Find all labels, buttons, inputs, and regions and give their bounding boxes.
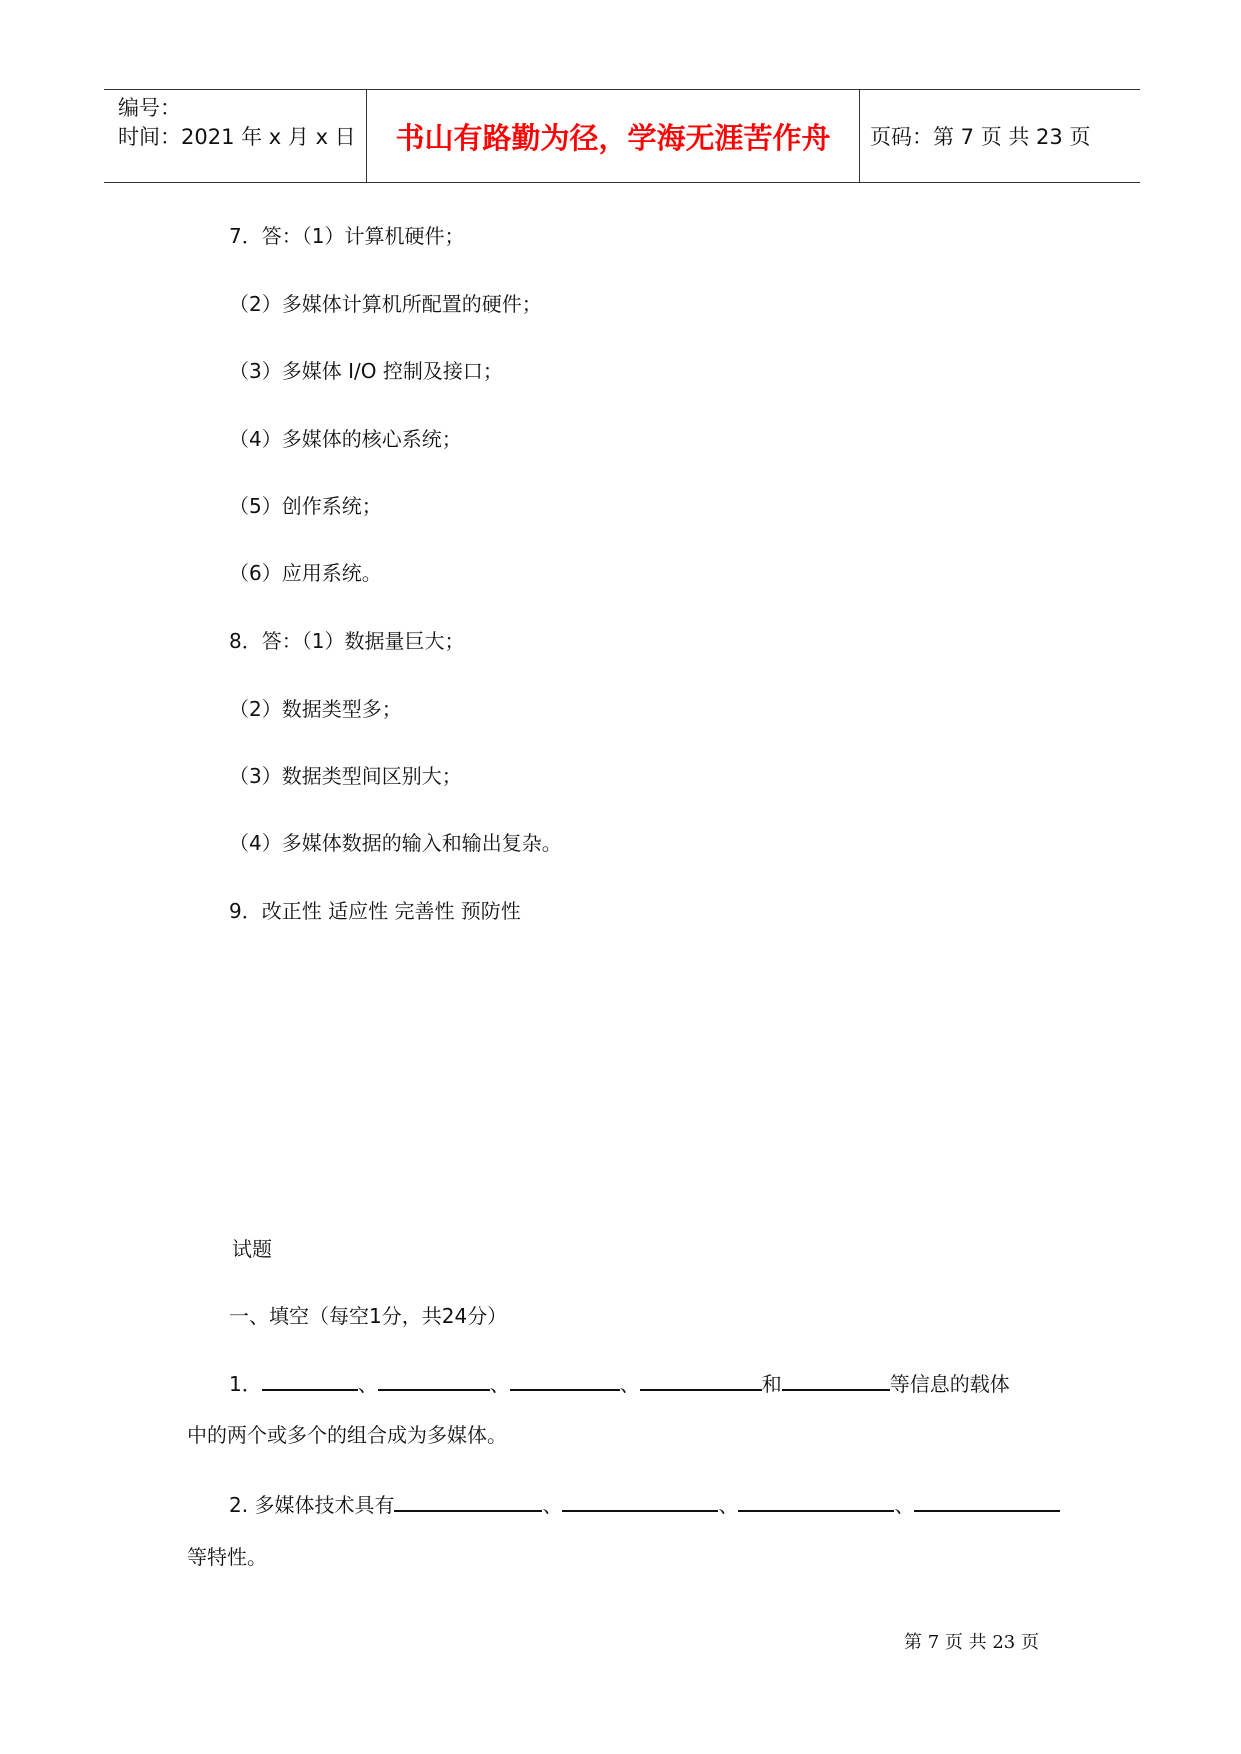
answer-line: 8．答：（1）数据量巨大；	[229, 629, 465, 653]
answer-blank[interactable]	[378, 1369, 490, 1391]
answer-line: （5）创作系统；	[229, 494, 382, 518]
question-1-prefix: 1．	[229, 1372, 262, 1396]
answer-blank[interactable]	[394, 1490, 542, 1512]
answer-line: 9．改正性 适应性 完善性 预防性	[229, 899, 521, 923]
header-page-label: 页码：第 7 页 共 23 页	[870, 125, 1091, 149]
section-heading: 一、填空（每空1分，共24分）	[229, 1304, 508, 1328]
question-2-prefix: 2. 多媒体技术具有	[229, 1493, 395, 1517]
separator: 、	[894, 1493, 915, 1517]
separator: 、	[542, 1493, 563, 1517]
header-motto: 书山有路勤为径，学海无涯苦作舟	[395, 120, 831, 155]
answer-blank[interactable]	[562, 1490, 718, 1512]
document-time-label: 时间：2021 年 x 月 x 日	[118, 125, 356, 149]
separator: 、	[357, 1372, 378, 1396]
answer-blank[interactable]	[782, 1369, 890, 1391]
answer-blank[interactable]	[262, 1369, 358, 1391]
answer-line: （3）多媒体 I/O 控制及接口；	[229, 359, 503, 383]
page-footer: 第 7 页 共 23 页	[904, 1632, 1039, 1653]
question-2-continuation: 等特性。	[187, 1545, 267, 1569]
header-meta	[118, 94, 356, 152]
question-1	[229, 1369, 1010, 1398]
answer-line: 7．答：（1）计算机硬件；	[229, 224, 465, 248]
question-1-tail: 等信息的载体	[889, 1372, 1010, 1396]
question-1-continuation: 中的两个或多个的组合成为多媒体。	[187, 1423, 507, 1447]
answer-line: （2）多媒体计算机所配置的硬件；	[229, 292, 542, 316]
separator: 、	[489, 1372, 510, 1396]
and-word: 和	[761, 1372, 782, 1396]
answer-blank[interactable]	[914, 1490, 1060, 1512]
question-2	[229, 1490, 1060, 1519]
answer-line: （3）数据类型间区别大；	[229, 764, 462, 788]
answer-line: （4）多媒体的核心系统；	[229, 427, 462, 451]
page-header	[104, 89, 1140, 183]
header-divider	[366, 90, 367, 182]
answer-line: （2）数据类型多；	[229, 697, 402, 721]
header-divider	[859, 90, 860, 182]
document-number-label: 编号：	[118, 96, 181, 120]
answer-blank[interactable]	[738, 1490, 894, 1512]
answer-line: （6）应用系统。	[229, 561, 382, 585]
exam-title: 试题	[232, 1237, 272, 1261]
separator: 、	[718, 1493, 739, 1517]
answer-blank[interactable]	[510, 1369, 620, 1391]
answer-blank[interactable]	[640, 1369, 762, 1391]
separator: 、	[619, 1372, 640, 1396]
answer-line: （4）多媒体数据的输入和输出复杂。	[229, 831, 562, 855]
